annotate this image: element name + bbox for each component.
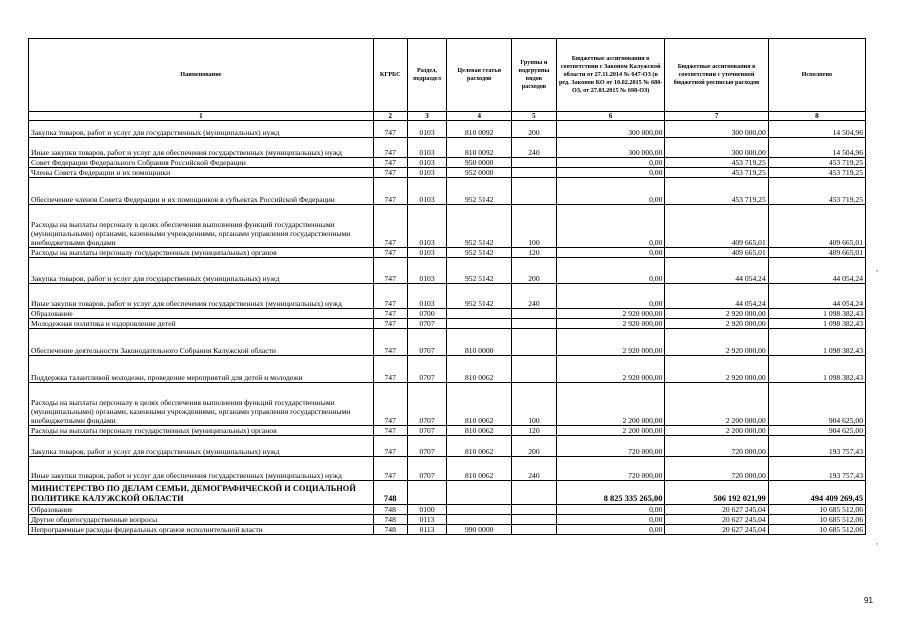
margin-mark: ,: [876, 537, 878, 546]
row-target: 952 5142: [447, 284, 511, 309]
row-group: [511, 505, 556, 515]
row-target: [447, 481, 511, 505]
row-executed: 1 098 382,43: [768, 319, 865, 329]
row-executed: 453 719,25: [768, 168, 865, 178]
row-group: [511, 329, 556, 356]
row-kgrbs: 747: [373, 168, 407, 178]
row-executed: 904 625,00: [768, 426, 865, 436]
row-section: 0707: [407, 436, 447, 457]
row-executed: 1 098 382,43: [768, 356, 865, 383]
row-section: 0103: [407, 158, 447, 168]
row-group: 240: [511, 457, 556, 481]
row-kgrbs: 747: [373, 178, 407, 205]
row-executed: 44 054,24: [768, 258, 865, 284]
table-row: [29, 121, 866, 138]
header-executed: Исполнено: [768, 39, 865, 112]
row-target: 952 5142: [447, 205, 511, 248]
row-refined: 20 627 245,04: [665, 525, 768, 535]
table-row: [29, 356, 866, 383]
row-name: Другие общегосударственные вопросы: [29, 515, 374, 525]
row-name: Закупка товаров, работ и услуг для государственных (муниципальных) нужд: [29, 258, 374, 284]
row-kgrbs: 747: [373, 309, 407, 319]
row-refined: 2 200 000,00: [665, 426, 768, 436]
row-section: 0103: [407, 284, 447, 309]
row-section: 0103: [407, 168, 447, 178]
table-row: [29, 284, 866, 309]
row-section: 0707: [407, 329, 447, 356]
row-kgrbs: 748: [373, 515, 407, 525]
row-section: 0103: [407, 178, 447, 205]
row-executed: 10 685 512,06: [768, 505, 865, 515]
table-row: [29, 205, 866, 248]
row-group: 240: [511, 138, 556, 158]
row-name: Расходы на выплаты персоналу государственных (муниципальных) органов: [29, 248, 374, 258]
row-kgrbs: 748: [373, 525, 407, 535]
row-name: Обеспечение членов Совета Федерации и их помощников в субъектах Российской Федерации: [29, 178, 374, 205]
row-name: Закупка товаров, работ и услуг для государственных (муниципальных) нужд: [29, 436, 374, 457]
row-kgrbs: 747: [373, 258, 407, 284]
row-target: [447, 319, 511, 329]
header-groups: Группы и подгруппы видов расходов: [511, 39, 556, 112]
row-target: 950 0000: [447, 158, 511, 168]
row-assigned: 0,00: [556, 168, 664, 178]
row-group: [511, 309, 556, 319]
row-section: 0700: [407, 309, 447, 319]
row-kgrbs: 747: [373, 205, 407, 248]
row-kgrbs: 747: [373, 158, 407, 168]
row-kgrbs: 747: [373, 284, 407, 309]
row-assigned: 0,00: [556, 505, 664, 515]
row-target: 810 0092: [447, 121, 511, 138]
row-section: 0103: [407, 248, 447, 258]
row-kgrbs: 747: [373, 248, 407, 258]
row-target: 990 0000: [447, 525, 511, 535]
column-number: 5: [511, 112, 556, 121]
row-group: [511, 168, 556, 178]
row-section: 0707: [407, 356, 447, 383]
row-section: 0103: [407, 258, 447, 284]
row-refined: 720 000,00: [665, 457, 768, 481]
row-refined: 300 000,00: [665, 121, 768, 138]
row-section: 0707: [407, 319, 447, 329]
row-group: [511, 319, 556, 329]
row-group: 200: [511, 121, 556, 138]
column-number: 8: [768, 112, 865, 121]
row-target: 952 0000: [447, 168, 511, 178]
row-kgrbs: 747: [373, 436, 407, 457]
row-assigned: 300 000,00: [556, 121, 664, 138]
row-name: Закупка товаров, работ и услуг для государственных (муниципальных) нужд: [29, 121, 374, 138]
row-refined: 409 665,01: [665, 205, 768, 248]
column-number: 3: [407, 112, 447, 121]
row-kgrbs: 747: [373, 121, 407, 138]
row-group: 100: [511, 205, 556, 248]
table-row: [29, 457, 866, 481]
row-refined: 453 719,25: [665, 178, 768, 205]
row-group: [511, 515, 556, 525]
row-assigned: 720 000,00: [556, 436, 664, 457]
table-body: [29, 121, 866, 535]
row-assigned: 2 920 000,00: [556, 309, 664, 319]
row-assigned: 2 920 000,00: [556, 356, 664, 383]
row-refined: 2 200 000,00: [665, 383, 768, 426]
row-name: Иные закупки товаров, работ и услуг для обеспечения государственных (муниципальных) нужд: [29, 138, 374, 158]
row-group: [511, 481, 556, 505]
row-executed: 1 098 382,43: [768, 329, 865, 356]
row-executed: 10 685 512,06: [768, 525, 865, 535]
row-kgrbs: 748: [373, 505, 407, 515]
row-assigned: 0,00: [556, 284, 664, 309]
row-kgrbs: 747: [373, 383, 407, 426]
column-number: 1: [29, 112, 374, 121]
row-executed: 453 719,25: [768, 158, 865, 168]
table-row: [29, 158, 866, 168]
row-target: [447, 309, 511, 319]
row-refined: 20 627 245,04: [665, 505, 768, 515]
column-number-row: [29, 112, 866, 121]
row-target: [447, 515, 511, 525]
row-refined: 300 000,00: [665, 138, 768, 158]
row-refined: 44 054,24: [665, 258, 768, 284]
row-target: 810 0062: [447, 383, 511, 426]
row-name: Поддержка талантливой молодежи, проведение мероприятий для детей и молодежи: [29, 356, 374, 383]
header-row: [29, 39, 866, 112]
row-executed: 10 685 512,06: [768, 515, 865, 525]
row-assigned: 0,00: [556, 248, 664, 258]
table-row: [29, 515, 866, 525]
row-name: Образование: [29, 505, 374, 515]
row-assigned: 8 825 335 265,00: [556, 481, 664, 505]
row-section: 0103: [407, 205, 447, 248]
column-number: 2: [373, 112, 407, 121]
row-target: 810 0062: [447, 426, 511, 436]
row-name: Члены Совета Федерации и их помощники: [29, 168, 374, 178]
column-number: 4: [447, 112, 511, 121]
row-group: 200: [511, 258, 556, 284]
row-target: 810 0000: [447, 329, 511, 356]
row-group: [511, 525, 556, 535]
row-kgrbs: 747: [373, 356, 407, 383]
row-assigned: 2 200 000,00: [556, 426, 664, 436]
row-name: Непрограммные расходы федеральных органов исполнительной власти: [29, 525, 374, 535]
row-group: [511, 356, 556, 383]
row-refined: 2 920 000,00: [665, 319, 768, 329]
row-group: [511, 178, 556, 205]
row-assigned: 2 200 000,00: [556, 383, 664, 426]
row-assigned: 0,00: [556, 158, 664, 168]
row-section: 0100: [407, 505, 447, 515]
budget-table: [28, 38, 866, 535]
row-assigned: 0,00: [556, 515, 664, 525]
row-assigned: 0,00: [556, 205, 664, 248]
row-group: [511, 158, 556, 168]
row-assigned: 300 000,00: [556, 138, 664, 158]
row-executed: 453 719,25: [768, 178, 865, 205]
row-section: 0113: [407, 525, 447, 535]
row-assigned: 2 920 000,00: [556, 329, 664, 356]
row-refined: 2 920 000,00: [665, 356, 768, 383]
row-executed: 409 665,01: [768, 248, 865, 258]
row-target: 952 5142: [447, 248, 511, 258]
row-assigned: 0,00: [556, 178, 664, 205]
row-executed: 14 504,96: [768, 138, 865, 158]
row-kgrbs: 747: [373, 319, 407, 329]
row-refined: 409 665,01: [665, 248, 768, 258]
table-row: [29, 383, 866, 426]
row-executed: 409 665,01: [768, 205, 865, 248]
table-row: [29, 525, 866, 535]
table-row: [29, 426, 866, 436]
column-number: 6: [556, 112, 664, 121]
row-name: Расходы на выплаты персоналу в целях обеспечения выполнения функций государственными (муниципальными) органами, казенными учреждениями, органами управления государственными внебюджетными фондами: [29, 205, 374, 248]
row-assigned: 720 000,00: [556, 457, 664, 481]
row-assigned: 0,00: [556, 525, 664, 535]
table-row: [29, 309, 866, 319]
row-kgrbs: 747: [373, 329, 407, 356]
row-executed: 904 625,00: [768, 383, 865, 426]
header-section: Раздел, подраздел: [407, 39, 447, 112]
header-refined: Бюджетные ассигнования в соответствии с уточненной бюджетной росписью расходов: [665, 39, 768, 112]
row-kgrbs: 748: [373, 481, 407, 505]
row-name: Совет Федерации Федерального Собрания Российской Федерации: [29, 158, 374, 168]
row-name: Расходы на выплаты персоналу государственных (муниципальных) органов: [29, 426, 374, 436]
row-target: 810 0062: [447, 457, 511, 481]
row-group: 120: [511, 426, 556, 436]
row-refined: 44 054,24: [665, 284, 768, 309]
row-name: МИНИСТЕРСТВО ПО ДЕЛАМ СЕМЬИ, ДЕМОГРАФИЧЕСКОЙ И СОЦИАЛЬНОЙ ПОЛИТИКЕ КАЛУЖСКОЙ ОБЛАСТИ: [29, 481, 374, 505]
row-section: [407, 481, 447, 505]
row-target: 810 0092: [447, 138, 511, 158]
row-executed: 193 757,43: [768, 457, 865, 481]
table-row: [29, 248, 866, 258]
row-refined: 20 627 245,04: [665, 515, 768, 525]
row-refined: 2 920 000,00: [665, 329, 768, 356]
column-number: 7: [665, 112, 768, 121]
row-target: 952 5142: [447, 258, 511, 284]
header-target: Целевая статья расходов: [447, 39, 511, 112]
header-kgrbs: КГРБС: [373, 39, 407, 112]
row-assigned: 0,00: [556, 258, 664, 284]
row-target: 810 0062: [447, 356, 511, 383]
table-row: [29, 481, 866, 505]
row-executed: 193 757,43: [768, 436, 865, 457]
table-row: [29, 138, 866, 158]
row-section: 0707: [407, 383, 447, 426]
row-name: Образование: [29, 309, 374, 319]
row-kgrbs: 747: [373, 457, 407, 481]
row-kgrbs: 747: [373, 138, 407, 158]
row-refined: 453 719,25: [665, 168, 768, 178]
row-target: 810 0062: [447, 436, 511, 457]
row-executed: 14 504,96: [768, 121, 865, 138]
margin-mark: ,: [876, 264, 878, 273]
row-section: 0103: [407, 121, 447, 138]
row-name: Иные закупки товаров, работ и услуг для обеспечения государственных (муниципальных) нужд: [29, 457, 374, 481]
row-target: 952 5142: [447, 178, 511, 205]
table-row: [29, 258, 866, 284]
table-row: [29, 319, 866, 329]
row-name: Иные закупки товаров, работ и услуг для обеспечения государственных (муниципальных) нужд: [29, 284, 374, 309]
row-target: [447, 505, 511, 515]
header-name: Наименование: [29, 39, 374, 112]
row-refined: 453 719,25: [665, 158, 768, 168]
row-assigned: 2 920 000,00: [556, 319, 664, 329]
row-section: 0103: [407, 138, 447, 158]
row-executed: 1 098 382,43: [768, 309, 865, 319]
table-row: [29, 329, 866, 356]
page-number: 91: [864, 596, 873, 605]
row-kgrbs: 747: [373, 426, 407, 436]
table-row: [29, 436, 866, 457]
row-section: 0113: [407, 515, 447, 525]
row-executed: 44 054,24: [768, 284, 865, 309]
row-group: 120: [511, 248, 556, 258]
table-row: [29, 178, 866, 205]
row-name: Молодежная политика и оздоровление детей: [29, 319, 374, 329]
row-group: 240: [511, 284, 556, 309]
row-name: Обеспечение деятельности Законодательного Собрания Калужской области: [29, 329, 374, 356]
row-group: 200: [511, 436, 556, 457]
table-row: [29, 505, 866, 515]
table-row: [29, 168, 866, 178]
row-refined: 720 000,00: [665, 436, 768, 457]
row-refined: 506 192 021,99: [665, 481, 768, 505]
row-section: 0707: [407, 426, 447, 436]
row-executed: 494 409 269,45: [768, 481, 865, 505]
row-section: 0707: [407, 457, 447, 481]
row-name: Расходы на выплаты персоналу в целях обеспечения выполнения функций государственными (муниципальными) органами, казенными учреждениями, органами управления государственными внебюджетными фондами: [29, 383, 374, 426]
header-assignments: Бюджетные ассигнования в соответствии с Законом Калужской области от 27.11.2014 № 647-ОЗ (в ред. Законов КО от 10.02.2015 № 680-ОЗ, от 27.03.2015 № 698-ОЗ): [556, 39, 664, 112]
row-group: 100: [511, 383, 556, 426]
row-refined: 2 920 000,00: [665, 309, 768, 319]
